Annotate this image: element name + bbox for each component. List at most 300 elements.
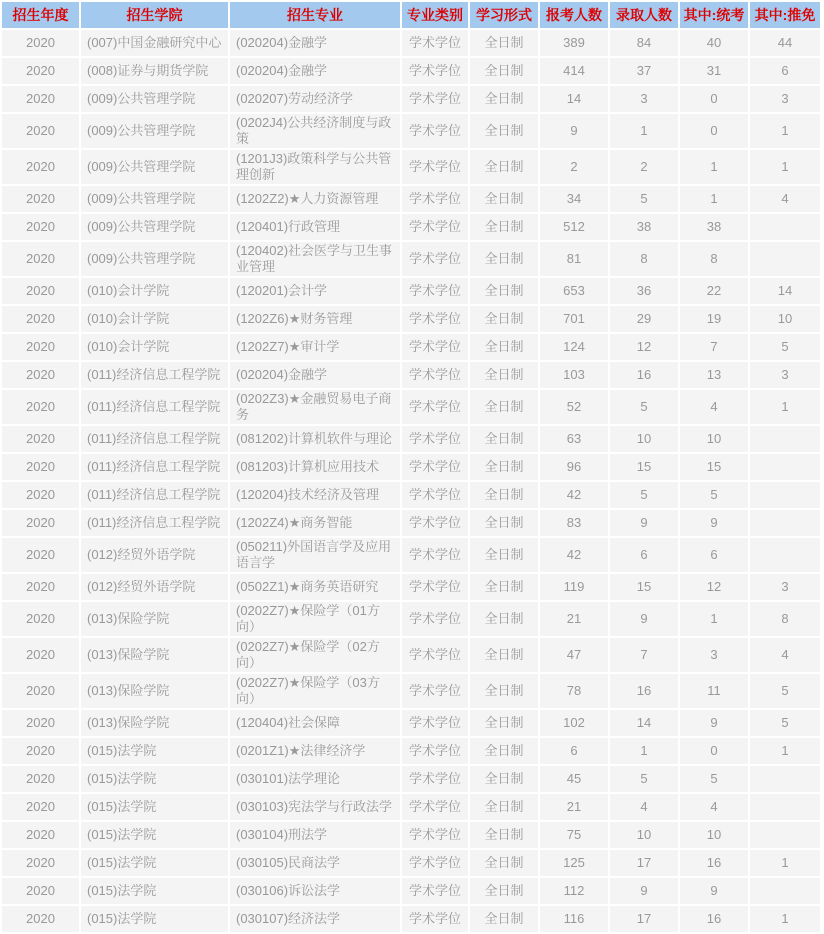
cell-study-form: 全日制 bbox=[470, 150, 538, 184]
cell-category: 学术学位 bbox=[402, 426, 468, 452]
cell-major: (120201)会计学 bbox=[230, 278, 400, 304]
cell-admitted: 17 bbox=[610, 906, 678, 932]
cell-year: 2020 bbox=[2, 426, 79, 452]
cell-college: (013)保险学院 bbox=[81, 638, 228, 672]
cell-category: 学术学位 bbox=[402, 306, 468, 332]
cell-applicants: 21 bbox=[540, 794, 608, 820]
cell-major: (0202Z7)★保险学（03方向） bbox=[230, 674, 400, 708]
cell-major: (0202Z3)★金融贸易电子商务 bbox=[230, 390, 400, 424]
cell-admitted: 38 bbox=[610, 214, 678, 240]
cell-exempt bbox=[750, 538, 820, 572]
cell-unified-exam: 11 bbox=[680, 674, 748, 708]
cell-applicants: 2 bbox=[540, 150, 608, 184]
cell-applicants: 653 bbox=[540, 278, 608, 304]
cell-category: 学术学位 bbox=[402, 794, 468, 820]
table-row bbox=[2, 510, 820, 536]
column-header-exempt: 其中:推免 bbox=[750, 2, 820, 28]
cell-year: 2020 bbox=[2, 278, 79, 304]
cell-college: (011)经济信息工程学院 bbox=[81, 510, 228, 536]
cell-study-form: 全日制 bbox=[470, 510, 538, 536]
cell-exempt: 5 bbox=[750, 674, 820, 708]
cell-exempt bbox=[750, 766, 820, 792]
cell-unified-exam: 0 bbox=[680, 86, 748, 112]
cell-admitted: 1 bbox=[610, 738, 678, 764]
cell-unified-exam: 4 bbox=[680, 794, 748, 820]
cell-unified-exam: 3 bbox=[680, 638, 748, 672]
cell-study-form: 全日制 bbox=[470, 674, 538, 708]
table-row bbox=[2, 538, 820, 572]
cell-unified-exam: 16 bbox=[680, 906, 748, 932]
cell-year: 2020 bbox=[2, 362, 79, 388]
cell-study-form: 全日制 bbox=[470, 334, 538, 360]
cell-exempt: 1 bbox=[750, 114, 820, 148]
cell-category: 学术学位 bbox=[402, 538, 468, 572]
cell-major: (020204)金融学 bbox=[230, 58, 400, 84]
cell-exempt: 5 bbox=[750, 334, 820, 360]
cell-unified-exam: 0 bbox=[680, 738, 748, 764]
cell-major: (0201Z1)★法律经济学 bbox=[230, 738, 400, 764]
cell-category: 学术学位 bbox=[402, 482, 468, 508]
cell-unified-exam: 9 bbox=[680, 878, 748, 904]
cell-study-form: 全日制 bbox=[470, 390, 538, 424]
cell-applicants: 103 bbox=[540, 362, 608, 388]
table-row bbox=[2, 878, 820, 904]
cell-study-form: 全日制 bbox=[470, 58, 538, 84]
cell-college: (009)公共管理学院 bbox=[81, 150, 228, 184]
cell-exempt: 8 bbox=[750, 602, 820, 636]
cell-unified-exam: 15 bbox=[680, 454, 748, 480]
cell-unified-exam: 0 bbox=[680, 114, 748, 148]
cell-admitted: 16 bbox=[610, 362, 678, 388]
cell-year: 2020 bbox=[2, 638, 79, 672]
cell-applicants: 414 bbox=[540, 58, 608, 84]
cell-major: (0202Z7)★保险学（02方向） bbox=[230, 638, 400, 672]
cell-year: 2020 bbox=[2, 794, 79, 820]
cell-study-form: 全日制 bbox=[470, 278, 538, 304]
cell-college: (009)公共管理学院 bbox=[81, 242, 228, 276]
table-row bbox=[2, 390, 820, 424]
cell-admitted: 6 bbox=[610, 538, 678, 572]
cell-study-form: 全日制 bbox=[470, 822, 538, 848]
cell-applicants: 45 bbox=[540, 766, 608, 792]
cell-major: (020204)金融学 bbox=[230, 362, 400, 388]
cell-major: (120401)行政管理 bbox=[230, 214, 400, 240]
cell-admitted: 9 bbox=[610, 510, 678, 536]
table-row bbox=[2, 278, 820, 304]
cell-unified-exam: 9 bbox=[680, 710, 748, 736]
cell-college: (015)法学院 bbox=[81, 738, 228, 764]
cell-category: 学术学位 bbox=[402, 738, 468, 764]
cell-major: (120404)社会保障 bbox=[230, 710, 400, 736]
cell-year: 2020 bbox=[2, 674, 79, 708]
cell-admitted: 9 bbox=[610, 878, 678, 904]
cell-applicants: 52 bbox=[540, 390, 608, 424]
cell-applicants: 125 bbox=[540, 850, 608, 876]
cell-college: (013)保险学院 bbox=[81, 710, 228, 736]
table-header bbox=[2, 2, 820, 28]
cell-admitted: 5 bbox=[610, 186, 678, 212]
cell-admitted: 5 bbox=[610, 766, 678, 792]
cell-unified-exam: 12 bbox=[680, 574, 748, 600]
cell-applicants: 83 bbox=[540, 510, 608, 536]
cell-admitted: 3 bbox=[610, 86, 678, 112]
cell-admitted: 17 bbox=[610, 850, 678, 876]
cell-college: (012)经贸外语学院 bbox=[81, 538, 228, 572]
cell-study-form: 全日制 bbox=[470, 242, 538, 276]
cell-applicants: 78 bbox=[540, 674, 608, 708]
cell-college: (009)公共管理学院 bbox=[81, 186, 228, 212]
cell-applicants: 119 bbox=[540, 574, 608, 600]
cell-year: 2020 bbox=[2, 482, 79, 508]
cell-major: (1202Z2)★人力资源管理 bbox=[230, 186, 400, 212]
cell-unified-exam: 8 bbox=[680, 242, 748, 276]
cell-year: 2020 bbox=[2, 906, 79, 932]
cell-unified-exam: 5 bbox=[680, 766, 748, 792]
cell-major: (030107)经济法学 bbox=[230, 906, 400, 932]
cell-admitted: 15 bbox=[610, 454, 678, 480]
cell-exempt: 1 bbox=[750, 150, 820, 184]
cell-category: 学术学位 bbox=[402, 150, 468, 184]
cell-applicants: 124 bbox=[540, 334, 608, 360]
cell-year: 2020 bbox=[2, 822, 79, 848]
cell-year: 2020 bbox=[2, 30, 79, 56]
cell-major: (1202Z4)★商务智能 bbox=[230, 510, 400, 536]
table-row bbox=[2, 850, 820, 876]
cell-major: (030103)宪法学与行政法学 bbox=[230, 794, 400, 820]
cell-unified-exam: 38 bbox=[680, 214, 748, 240]
cell-admitted: 29 bbox=[610, 306, 678, 332]
table-row bbox=[2, 638, 820, 672]
cell-year: 2020 bbox=[2, 574, 79, 600]
cell-applicants: 14 bbox=[540, 86, 608, 112]
cell-year: 2020 bbox=[2, 214, 79, 240]
cell-admitted: 5 bbox=[610, 390, 678, 424]
table-row bbox=[2, 334, 820, 360]
cell-exempt: 4 bbox=[750, 186, 820, 212]
column-header-category: 专业类别 bbox=[402, 2, 468, 28]
cell-college: (011)经济信息工程学院 bbox=[81, 362, 228, 388]
cell-category: 学术学位 bbox=[402, 710, 468, 736]
cell-study-form: 全日制 bbox=[470, 794, 538, 820]
cell-unified-exam: 9 bbox=[680, 510, 748, 536]
cell-unified-exam: 5 bbox=[680, 482, 748, 508]
cell-unified-exam: 4 bbox=[680, 390, 748, 424]
cell-exempt: 3 bbox=[750, 362, 820, 388]
cell-unified-exam: 7 bbox=[680, 334, 748, 360]
cell-unified-exam: 1 bbox=[680, 186, 748, 212]
column-header-major: 招生专业 bbox=[230, 2, 400, 28]
cell-major: (0202J4)公共经济制度与政策 bbox=[230, 114, 400, 148]
cell-college: (010)会计学院 bbox=[81, 306, 228, 332]
cell-applicants: 42 bbox=[540, 482, 608, 508]
cell-year: 2020 bbox=[2, 86, 79, 112]
cell-college: (011)经济信息工程学院 bbox=[81, 482, 228, 508]
cell-applicants: 116 bbox=[540, 906, 608, 932]
cell-major: (1201J3)政策科学与公共管理创新 bbox=[230, 150, 400, 184]
cell-category: 学术学位 bbox=[402, 58, 468, 84]
cell-year: 2020 bbox=[2, 186, 79, 212]
cell-unified-exam: 10 bbox=[680, 822, 748, 848]
cell-year: 2020 bbox=[2, 738, 79, 764]
cell-major: (0502Z1)★商务英语研究 bbox=[230, 574, 400, 600]
cell-exempt bbox=[750, 426, 820, 452]
table-row bbox=[2, 602, 820, 636]
cell-unified-exam: 10 bbox=[680, 426, 748, 452]
cell-study-form: 全日制 bbox=[470, 114, 538, 148]
cell-exempt: 3 bbox=[750, 574, 820, 600]
cell-study-form: 全日制 bbox=[470, 362, 538, 388]
cell-applicants: 701 bbox=[540, 306, 608, 332]
cell-college: (011)经济信息工程学院 bbox=[81, 426, 228, 452]
cell-category: 学术学位 bbox=[402, 454, 468, 480]
column-header-admitted: 录取人数 bbox=[610, 2, 678, 28]
cell-admitted: 10 bbox=[610, 822, 678, 848]
cell-unified-exam: 13 bbox=[680, 362, 748, 388]
cell-category: 学术学位 bbox=[402, 86, 468, 112]
cell-exempt: 1 bbox=[750, 738, 820, 764]
cell-study-form: 全日制 bbox=[470, 710, 538, 736]
cell-applicants: 21 bbox=[540, 602, 608, 636]
cell-category: 学术学位 bbox=[402, 186, 468, 212]
cell-college: (015)法学院 bbox=[81, 822, 228, 848]
cell-exempt bbox=[750, 214, 820, 240]
cell-applicants: 112 bbox=[540, 878, 608, 904]
cell-category: 学术学位 bbox=[402, 362, 468, 388]
cell-category: 学术学位 bbox=[402, 766, 468, 792]
cell-unified-exam: 22 bbox=[680, 278, 748, 304]
cell-exempt bbox=[750, 482, 820, 508]
cell-college: (011)经济信息工程学院 bbox=[81, 454, 228, 480]
cell-study-form: 全日制 bbox=[470, 538, 538, 572]
cell-applicants: 389 bbox=[540, 30, 608, 56]
table-body bbox=[2, 30, 820, 932]
cell-college: (015)法学院 bbox=[81, 878, 228, 904]
cell-college: (010)会计学院 bbox=[81, 334, 228, 360]
cell-college: (013)保险学院 bbox=[81, 602, 228, 636]
table-row bbox=[2, 674, 820, 708]
cell-category: 学术学位 bbox=[402, 906, 468, 932]
table-row bbox=[2, 906, 820, 932]
cell-major: (0202Z7)★保险学（01方向） bbox=[230, 602, 400, 636]
table-row bbox=[2, 738, 820, 764]
cell-category: 学术学位 bbox=[402, 114, 468, 148]
cell-year: 2020 bbox=[2, 602, 79, 636]
cell-year: 2020 bbox=[2, 114, 79, 148]
column-header-study-form: 学习形式 bbox=[470, 2, 538, 28]
cell-major: (020204)金融学 bbox=[230, 30, 400, 56]
cell-exempt: 6 bbox=[750, 58, 820, 84]
cell-year: 2020 bbox=[2, 766, 79, 792]
cell-major: (081202)计算机软件与理论 bbox=[230, 426, 400, 452]
header-row bbox=[2, 2, 820, 28]
cell-applicants: 96 bbox=[540, 454, 608, 480]
cell-college: (015)法学院 bbox=[81, 766, 228, 792]
cell-college: (010)会计学院 bbox=[81, 278, 228, 304]
cell-category: 学术学位 bbox=[402, 242, 468, 276]
cell-college: (008)证券与期货学院 bbox=[81, 58, 228, 84]
column-header-unified-exam: 其中:统考 bbox=[680, 2, 748, 28]
cell-year: 2020 bbox=[2, 334, 79, 360]
cell-year: 2020 bbox=[2, 306, 79, 332]
cell-admitted: 7 bbox=[610, 638, 678, 672]
cell-major: (120402)社会医学与卫生事业管理 bbox=[230, 242, 400, 276]
cell-category: 学术学位 bbox=[402, 390, 468, 424]
cell-category: 学术学位 bbox=[402, 30, 468, 56]
table-row bbox=[2, 710, 820, 736]
cell-year: 2020 bbox=[2, 390, 79, 424]
cell-category: 学术学位 bbox=[402, 214, 468, 240]
cell-admitted: 1 bbox=[610, 114, 678, 148]
cell-college: (009)公共管理学院 bbox=[81, 86, 228, 112]
cell-study-form: 全日制 bbox=[470, 426, 538, 452]
cell-unified-exam: 1 bbox=[680, 602, 748, 636]
cell-study-form: 全日制 bbox=[470, 186, 538, 212]
cell-admitted: 2 bbox=[610, 150, 678, 184]
cell-category: 学术学位 bbox=[402, 878, 468, 904]
table-row bbox=[2, 822, 820, 848]
cell-exempt: 14 bbox=[750, 278, 820, 304]
cell-exempt bbox=[750, 454, 820, 480]
cell-admitted: 37 bbox=[610, 58, 678, 84]
cell-major: (030106)诉讼法学 bbox=[230, 878, 400, 904]
cell-major: (1202Z7)★审计学 bbox=[230, 334, 400, 360]
cell-exempt bbox=[750, 510, 820, 536]
cell-exempt: 3 bbox=[750, 86, 820, 112]
cell-study-form: 全日制 bbox=[470, 306, 538, 332]
cell-admitted: 16 bbox=[610, 674, 678, 708]
cell-year: 2020 bbox=[2, 58, 79, 84]
cell-exempt: 5 bbox=[750, 710, 820, 736]
cell-admitted: 12 bbox=[610, 334, 678, 360]
cell-admitted: 14 bbox=[610, 710, 678, 736]
cell-college: (015)法学院 bbox=[81, 794, 228, 820]
cell-applicants: 75 bbox=[540, 822, 608, 848]
cell-year: 2020 bbox=[2, 538, 79, 572]
table-row bbox=[2, 150, 820, 184]
cell-admitted: 4 bbox=[610, 794, 678, 820]
cell-exempt bbox=[750, 822, 820, 848]
cell-category: 学术学位 bbox=[402, 602, 468, 636]
cell-category: 学术学位 bbox=[402, 850, 468, 876]
cell-unified-exam: 16 bbox=[680, 850, 748, 876]
cell-college: (015)法学院 bbox=[81, 906, 228, 932]
cell-year: 2020 bbox=[2, 454, 79, 480]
table-row bbox=[2, 306, 820, 332]
cell-exempt bbox=[750, 242, 820, 276]
cell-applicants: 102 bbox=[540, 710, 608, 736]
table-row bbox=[2, 86, 820, 112]
table-row bbox=[2, 30, 820, 56]
cell-major: (1202Z6)★财务管理 bbox=[230, 306, 400, 332]
cell-year: 2020 bbox=[2, 710, 79, 736]
cell-exempt: 1 bbox=[750, 906, 820, 932]
cell-college: (013)保险学院 bbox=[81, 674, 228, 708]
cell-category: 学术学位 bbox=[402, 334, 468, 360]
cell-applicants: 512 bbox=[540, 214, 608, 240]
cell-applicants: 81 bbox=[540, 242, 608, 276]
cell-college: (007)中国金融研究中心 bbox=[81, 30, 228, 56]
cell-study-form: 全日制 bbox=[470, 214, 538, 240]
table-row bbox=[2, 574, 820, 600]
cell-study-form: 全日制 bbox=[470, 602, 538, 636]
cell-category: 学术学位 bbox=[402, 638, 468, 672]
column-header-applicants: 报考人数 bbox=[540, 2, 608, 28]
cell-year: 2020 bbox=[2, 242, 79, 276]
cell-exempt bbox=[750, 794, 820, 820]
cell-applicants: 6 bbox=[540, 738, 608, 764]
cell-admitted: 5 bbox=[610, 482, 678, 508]
cell-major: (020207)劳动经济学 bbox=[230, 86, 400, 112]
column-header-year: 招生年度 bbox=[2, 2, 79, 28]
cell-unified-exam: 19 bbox=[680, 306, 748, 332]
cell-unified-exam: 31 bbox=[680, 58, 748, 84]
table-row bbox=[2, 114, 820, 148]
cell-category: 学术学位 bbox=[402, 822, 468, 848]
cell-major: (030101)法学理论 bbox=[230, 766, 400, 792]
cell-study-form: 全日制 bbox=[470, 454, 538, 480]
column-header-college: 招生学院 bbox=[81, 2, 228, 28]
cell-year: 2020 bbox=[2, 510, 79, 536]
cell-study-form: 全日制 bbox=[470, 482, 538, 508]
cell-major: (081203)计算机应用技术 bbox=[230, 454, 400, 480]
cell-exempt: 10 bbox=[750, 306, 820, 332]
cell-college: (012)经贸外语学院 bbox=[81, 574, 228, 600]
table-row bbox=[2, 454, 820, 480]
cell-applicants: 63 bbox=[540, 426, 608, 452]
cell-category: 学术学位 bbox=[402, 574, 468, 600]
cell-study-form: 全日制 bbox=[470, 30, 538, 56]
cell-major: (120204)技术经济及管理 bbox=[230, 482, 400, 508]
table-row bbox=[2, 242, 820, 276]
cell-major: (050211)外国语言学及应用语言学 bbox=[230, 538, 400, 572]
table-row bbox=[2, 362, 820, 388]
cell-exempt: 4 bbox=[750, 638, 820, 672]
cell-college: (011)经济信息工程学院 bbox=[81, 390, 228, 424]
table-row bbox=[2, 766, 820, 792]
table-row bbox=[2, 58, 820, 84]
cell-major: (030105)民商法学 bbox=[230, 850, 400, 876]
cell-college: (009)公共管理学院 bbox=[81, 214, 228, 240]
table-row bbox=[2, 186, 820, 212]
cell-college: (015)法学院 bbox=[81, 850, 228, 876]
cell-study-form: 全日制 bbox=[470, 850, 538, 876]
cell-admitted: 36 bbox=[610, 278, 678, 304]
cell-category: 学术学位 bbox=[402, 674, 468, 708]
table-row bbox=[2, 794, 820, 820]
cell-year: 2020 bbox=[2, 878, 79, 904]
cell-category: 学术学位 bbox=[402, 510, 468, 536]
table-row bbox=[2, 482, 820, 508]
cell-applicants: 42 bbox=[540, 538, 608, 572]
cell-major: (030104)刑法学 bbox=[230, 822, 400, 848]
cell-exempt: 1 bbox=[750, 390, 820, 424]
cell-admitted: 15 bbox=[610, 574, 678, 600]
cell-study-form: 全日制 bbox=[470, 574, 538, 600]
cell-study-form: 全日制 bbox=[470, 878, 538, 904]
cell-year: 2020 bbox=[2, 850, 79, 876]
cell-unified-exam: 40 bbox=[680, 30, 748, 56]
cell-study-form: 全日制 bbox=[470, 738, 538, 764]
cell-admitted: 84 bbox=[610, 30, 678, 56]
table-row bbox=[2, 426, 820, 452]
cell-exempt: 44 bbox=[750, 30, 820, 56]
cell-admitted: 8 bbox=[610, 242, 678, 276]
cell-year: 2020 bbox=[2, 150, 79, 184]
cell-unified-exam: 6 bbox=[680, 538, 748, 572]
cell-applicants: 9 bbox=[540, 114, 608, 148]
cell-study-form: 全日制 bbox=[470, 86, 538, 112]
cell-exempt bbox=[750, 878, 820, 904]
